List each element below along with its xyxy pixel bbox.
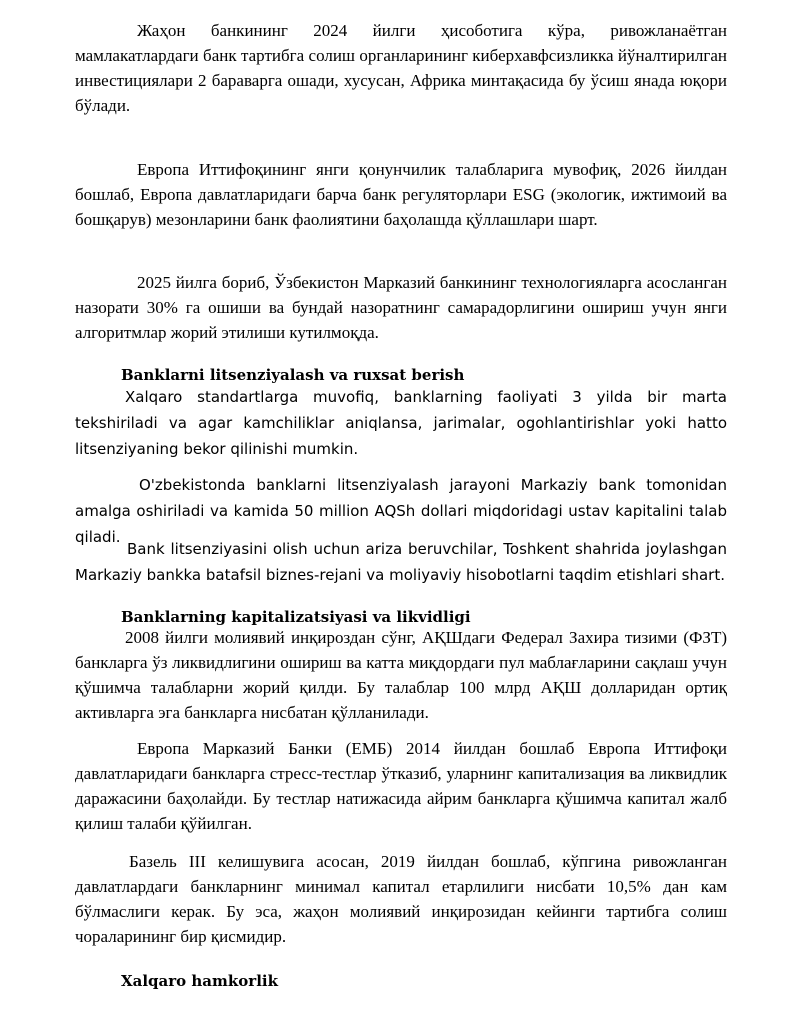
paragraph-text: O'zbekistonda banklarni litsenziyalash jarayoni Markaziy bank tomonidan amalga oshiriladi va kamida 50 million AQSh dollari miqdoridagi ustav kapitalini talab qiladi. xyxy=(75,476,727,546)
paragraph-text: Жаҳон банкининг 2024 йилги ҳисоботига кўра, ривожланаётган мамлакатлардаги банк тартибга солиш органларининг киберхавфсизликка йўналтирилган инвестициялари 2 бараварга ошади, хусусан, Африка минтақасида бу ўсиш янада юқори бўлади. xyxy=(75,21,727,115)
paragraph-world-bank xyxy=(75,18,727,118)
paragraph-uzbekistan-cb xyxy=(75,270,727,345)
section-licensing xyxy=(75,364,727,386)
paragraph-licensing-application xyxy=(75,536,727,588)
paragraph-text: Европа Марказий Банки (ЕМБ) 2014 йилдан бошлаб Европа Иттифоқи давлатларидаги банкларга стресс-тестлар ўтказиб, уларнинг капитализация ва ликвидлик даражасини баҳолайди. Бу тестлар натижасида айрим банкларга қўшимча капитал жалб қилиш талаби қўйилган. xyxy=(75,739,727,833)
section-cooperation xyxy=(75,970,727,992)
paragraph-text: Европа Иттифоқининг янги қонунчилик талабларига мувофиқ, 2026 йилдан бошлаб, Европа давлатларидаги барча банк регуляторлари ESG (экологик, ижтимоий ва бошқарув) мезонларини банк фаолиятини баҳолашда қўллашлари шарт. xyxy=(75,160,727,229)
section-heading: Banklarni litsenziyalash va ruxsat berish xyxy=(121,366,465,384)
paragraph-text: 2025 йилга бориб, Ўзбекистон Марказий банкининг технологияларга асосланган назорати 30% га ошиши ва бундай назоратнинг самарадорлигини ошириш учун янги алгоритмлар жорий этилиши кутилмоқда. xyxy=(75,273,727,342)
paragraph-text: Xalqaro standartlarga muvofiq, banklarning faoliyati 3 yilda bir marta tekshiriladi va agar kamchiliklar aniqlansa, jarimalar, ogohlantirishlar yoki hatto litsenziyaning bekor qilinishi mumkin. xyxy=(75,388,727,458)
paragraph-fed-reserve xyxy=(75,625,727,725)
paragraph-text: 2008 йилги молиявий инқироздан сўнг, АҚШдаги Федерал Захира тизими (ФЗТ) банкларга ўз ликвидлигини ошириш ва катта миқдордаги пул маблағларини сақлаш учун қўшимча талабларни жорий қилди. Бу талаблар 100 млрд АҚШ долларидан ортиқ активларга эга банкларга нисбатан қўлланилади. xyxy=(75,628,727,722)
section-heading: Xalqaro hamkorlik xyxy=(121,972,278,990)
paragraph-text: Bank litsenziyasini olish uchun ariza beruvchilar, Toshkent shahrida joylashgan Markaziy bankka batafsil biznes-rejani va moliyaviy hisobotlarni taqdim etishlari shart. xyxy=(75,540,727,584)
paragraph-text: Базель III келишувига асосан, 2019 йилдан бошлаб, кўпгина ривожланган давлатлардаги банкларнинг минимал капитал етарлилиги нисбати 10,5% дан кам бўлмаслиги керак. Бу эса, жаҳон молиявий инқирозидан кейинги тартибга солиш чораларининг бир қисмидир. xyxy=(75,852,727,946)
paragraph-eu-esg xyxy=(75,157,727,232)
paragraph-licensing-standards xyxy=(75,384,727,462)
paragraph-basel-iii xyxy=(75,849,727,949)
paragraph-ecb-stress-tests xyxy=(75,736,727,836)
section-heading: Banklarning kapitalizatsiyasi va likvidligi xyxy=(121,608,471,626)
